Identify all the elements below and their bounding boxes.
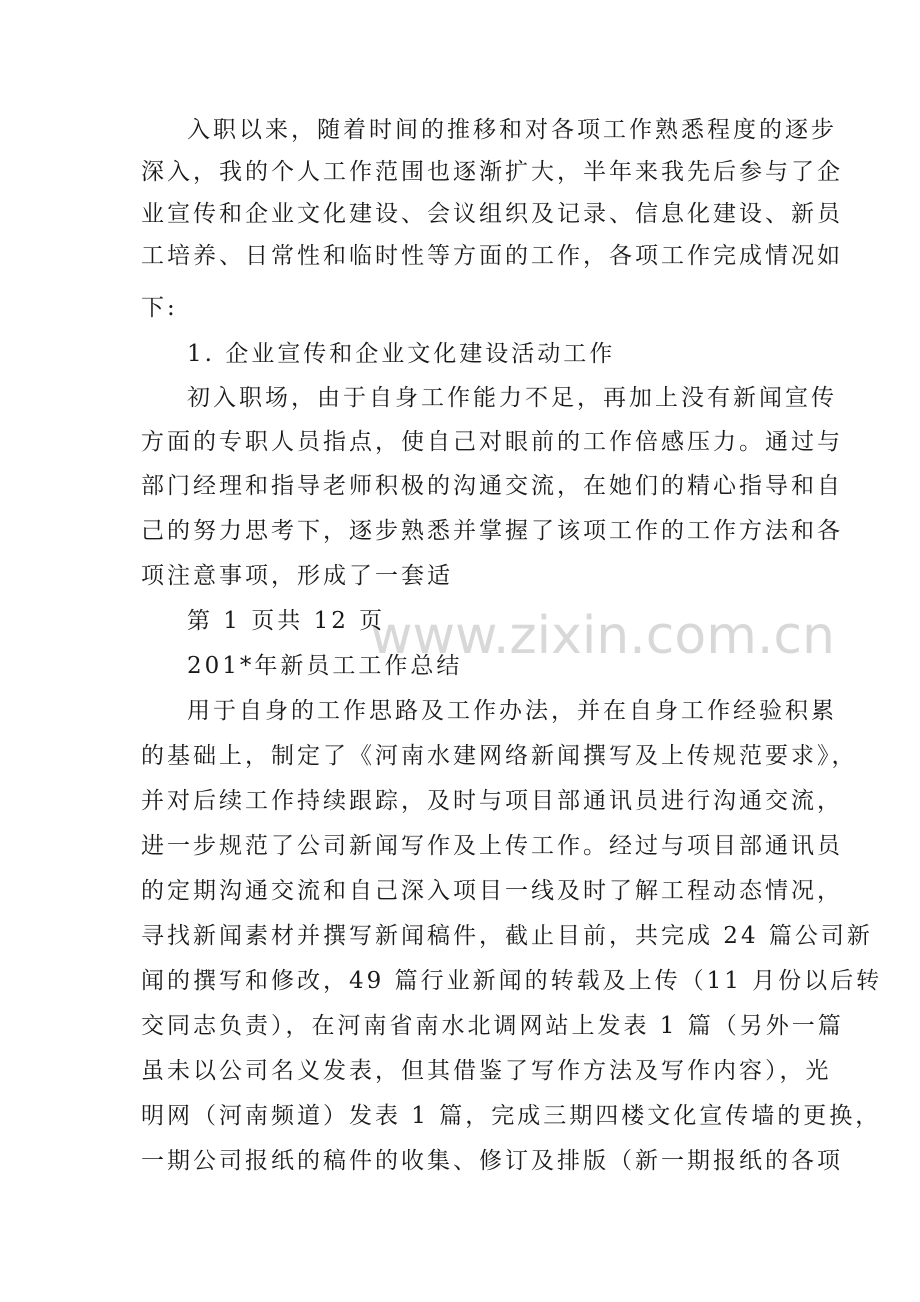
paragraph-line: 深入，我的个人工作范围也逐渐扩大，半年来我先后参与了企 [141, 159, 843, 185]
paragraph-line: 方面的专职人员指点，使自己对眼前的工作倍感压力。通过与 [141, 429, 843, 455]
paragraph-line: 明网（河南频道）发表 1 篇，完成三期四楼文化宣传墙的更换， [141, 1103, 882, 1129]
paragraph-line: 的基础上，制定了《河南水建网络新闻撰写及上传规范要求》， [141, 743, 858, 769]
paragraph-line: 入职以来，随着时间的推移和对各项工作熟悉程度的逐步 [187, 117, 837, 143]
paragraph-line: 寻找新闻素材并撰写新闻稿件，截止目前，共完成 24 篇公司新 [141, 923, 873, 949]
paragraph-line: 部门经理和指导老师积极的沟通交流，在她们的精心指导和自 [141, 473, 843, 499]
page-header-title: 201*年新员工工作总结 [187, 653, 463, 679]
paragraph-line: 闻的撰写和修改，49 篇行业新闻的转载及上传（11 月份以后转 [141, 968, 883, 994]
paragraph-line: 己的努力思考下，逐步熟悉并掌握了该项工作的工作方法和各 [141, 518, 843, 544]
paragraph-line: 进一步规范了公司新闻写作及上传工作。经过与项目部通讯员 [141, 833, 843, 859]
paragraph-line: 工培养、日常性和临时性等方面的工作，各项工作完成情况如 [141, 243, 843, 269]
paragraph-line: 交同志负责），在河南省南水北调网站上发表 1 篇（另外一篇 [141, 1013, 844, 1039]
watermark: www.zixin.com.cn [370, 606, 835, 666]
paragraph-line: 并对后续工作持续跟踪，及时与项目部通讯员进行沟通交流， [141, 788, 843, 814]
paragraph-line: 业宣传和企业文化建设、会议组织及记录、信息化建设、新员 [141, 201, 843, 227]
page-footer: 第 1 页共 12 页 [187, 608, 386, 634]
paragraph-line: 虽未以公司名义发表，但其借鉴了写作方法及写作内容），光 [141, 1058, 832, 1084]
paragraph-line: 用于自身的工作思路及工作办法，并在自身工作经验积累 [187, 698, 837, 724]
paragraph-line: 的定期沟通交流和自己深入项目一线及时了解工程动态情况， [141, 878, 843, 904]
paragraph-line: 初入职场，由于自身工作能力不足，再加上没有新闻宣传 [187, 385, 837, 411]
paragraph-line: 下: [141, 295, 178, 321]
section-heading: 1. 企业宣传和企业文化建设活动工作 [187, 341, 616, 367]
paragraph-line: 项注意事项，形成了一套适 [141, 563, 453, 589]
paragraph-line: 一期公司报纸的稿件的收集、修订及排版（新一期报纸的各项 [141, 1148, 843, 1174]
